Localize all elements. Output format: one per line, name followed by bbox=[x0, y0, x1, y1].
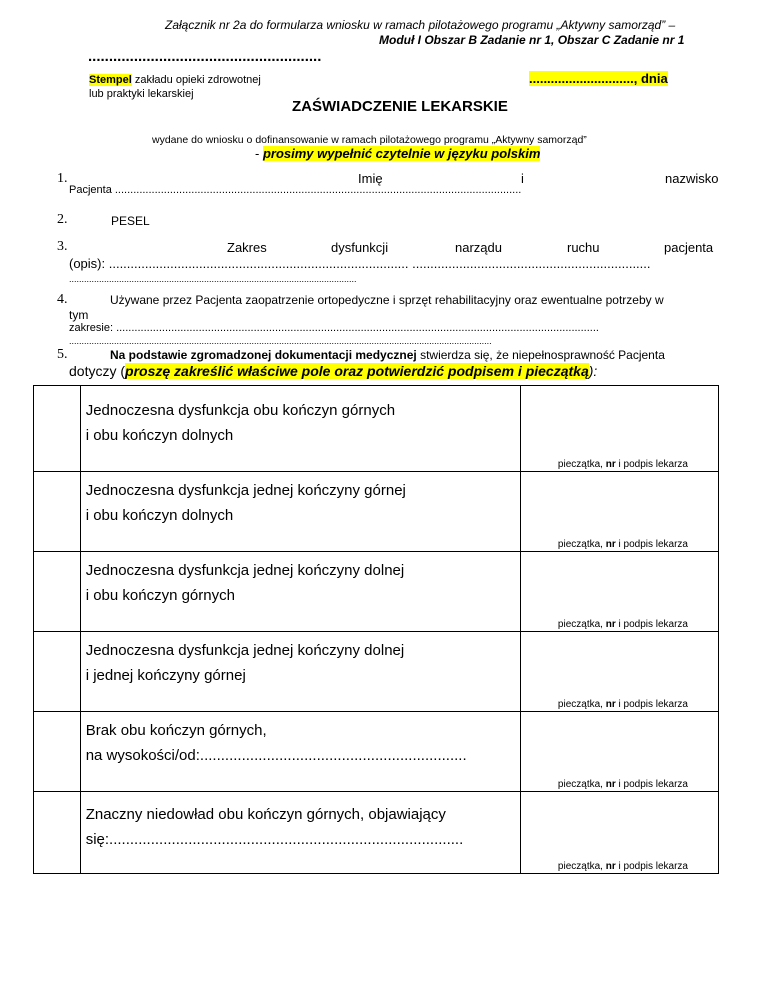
section-3-word-2: dysfunkcji bbox=[331, 240, 389, 255]
option-line-1: Jednoczesna dysfunkcja jednej kończyny dolnej bbox=[85, 562, 405, 579]
option-row bbox=[34, 386, 719, 472]
option-text-cell bbox=[80, 552, 521, 632]
section-3-word-3: narządu bbox=[455, 240, 502, 255]
section-1-word-nazwisko: nazwisko bbox=[665, 171, 719, 186]
stamp-caption: pieczątka, nr i podpis lekarza bbox=[557, 539, 688, 550]
option-signature-cell[interactable] bbox=[521, 552, 719, 632]
section-5-line-1 bbox=[110, 348, 665, 362]
option-checkbox-cell[interactable] bbox=[34, 792, 81, 874]
section-5-line-2 bbox=[69, 363, 597, 379]
option-line-1: Znaczny niedowład obu kończyn górnych, objawiający bbox=[85, 806, 446, 823]
option-checkbox-cell[interactable] bbox=[34, 552, 81, 632]
section-4-line-4: ......................................................................................................................................................................... bbox=[69, 336, 492, 346]
date-field: ............................., dnia bbox=[529, 71, 668, 86]
stamp-caption: pieczątka, nr i podpis lekarza bbox=[557, 619, 688, 630]
option-signature-cell[interactable] bbox=[521, 386, 719, 472]
instruction-prefix: - bbox=[255, 146, 263, 161]
section-5-line2-end: ): bbox=[588, 363, 598, 379]
section-4-line-1: Używane przez Pacjenta zaopatrzenie ortopedyczne i sprzęt rehabilitacyjny oraz ewentualne potrzeby w bbox=[110, 293, 664, 307]
section-3-line-3: ................................................................................................................... bbox=[69, 274, 357, 284]
option-row bbox=[34, 792, 719, 874]
stamp-caption: pieczątka, nr i podpis lekarza bbox=[557, 459, 688, 470]
section-5-number: 5. bbox=[57, 347, 68, 362]
option-row bbox=[34, 632, 719, 712]
section-3-line-2: (opis): ................................................................................... .................................................................. bbox=[69, 256, 651, 271]
option-row bbox=[34, 472, 719, 552]
stamp-caption: pieczątka, nr i podpis lekarza bbox=[557, 699, 688, 710]
section-5-bold: Na podstawie zgromadzonej dokumentacji medycznej bbox=[110, 348, 417, 362]
option-line-1: Brak obu kończyn górnych, bbox=[85, 722, 267, 739]
stamp-caption: pieczątka, nr i podpis lekarza bbox=[557, 779, 688, 790]
section-3-word-5: pacjenta bbox=[664, 240, 714, 255]
option-text-cell bbox=[80, 472, 521, 552]
option-line-2: i jednej kończyny górnej bbox=[85, 667, 246, 684]
instruction-text: prosimy wypełnić czytelnie w języku polskim bbox=[262, 146, 541, 161]
section-3-word-4: ruchu bbox=[567, 240, 600, 255]
option-line-2: i obu kończyn dolnych bbox=[85, 507, 234, 524]
section-3-number: 3. bbox=[57, 239, 68, 254]
section-1-line-2: Pacjenta ..................................................................................................................................... bbox=[69, 184, 522, 196]
option-checkbox-cell[interactable] bbox=[34, 386, 81, 472]
option-line-2: i obu kończyn górnych bbox=[85, 587, 235, 604]
header-line-2: Moduł I Obszar B Zadanie nr 1, Obszar C Zadanie nr 1 bbox=[379, 33, 685, 47]
option-text-cell bbox=[80, 632, 521, 712]
stamp-label bbox=[89, 74, 261, 86]
section-5-line2-highlight: proszę zakreślić właściwe pole oraz potwierdzić podpisem i pieczątką bbox=[125, 363, 589, 379]
section-3-word-1: Zakres bbox=[227, 240, 267, 255]
option-checkbox-cell[interactable] bbox=[34, 712, 81, 792]
option-line-1: Jednoczesna dysfunkcja jednej kończyny dolnej bbox=[85, 642, 405, 659]
option-row bbox=[34, 552, 719, 632]
options-table bbox=[33, 385, 719, 874]
section-1-number: 1. bbox=[57, 171, 68, 186]
document-title: ZAŚWIADCZENIE LEKARSKIE bbox=[292, 98, 508, 115]
option-checkbox-cell[interactable] bbox=[34, 472, 81, 552]
section-1-word-imie: Imię bbox=[358, 171, 383, 186]
option-signature-cell[interactable] bbox=[521, 632, 719, 712]
option-line-2: się:..................................................................................... bbox=[85, 831, 464, 848]
option-text-cell bbox=[80, 386, 521, 472]
section-4-line-3: zakresie: .............................................................................................................................................................. bbox=[69, 322, 599, 334]
section-4-line-2: tym bbox=[69, 308, 89, 322]
section-4-number: 4. bbox=[57, 292, 68, 307]
option-row bbox=[34, 712, 719, 792]
section-5-rest: stwierdza się, że niepełnosprawność Pacjenta bbox=[416, 348, 665, 362]
header-dots: ........................................................ bbox=[88, 48, 322, 65]
option-line-1: Jednoczesna dysfunkcja jednej kończyny górnej bbox=[85, 482, 406, 499]
pesel-label: PESEL bbox=[111, 214, 150, 228]
option-line-2: na wysokości/od:................................................................ bbox=[85, 747, 467, 764]
section-2-number: 2. bbox=[57, 212, 68, 227]
stamp-label-line2: lub praktyki lekarskiej bbox=[89, 88, 194, 100]
option-signature-cell[interactable] bbox=[521, 792, 719, 874]
header-line-1: Załącznik nr 2a do formularza wniosku w ramach pilotażowego programu „Aktywny samorząd” – bbox=[165, 18, 676, 32]
option-text-cell bbox=[80, 792, 521, 874]
section-5-line2-start: dotyczy ( bbox=[69, 363, 126, 379]
option-signature-cell[interactable] bbox=[521, 472, 719, 552]
section-1-word-i: i bbox=[521, 171, 524, 186]
option-line-1: Jednoczesna dysfunkcja obu kończyn górnych bbox=[85, 402, 396, 419]
stamp-rest: zakładu opieki zdrowotnej bbox=[131, 74, 261, 86]
option-checkbox-cell[interactable] bbox=[34, 632, 81, 712]
option-line-2: i obu kończyn dolnych bbox=[85, 427, 234, 444]
stamp-word: Stempel bbox=[89, 74, 132, 86]
document-subtitle: wydane do wniosku o dofinansowanie w ramach pilotażowego programu „Aktywny samorząd” bbox=[152, 134, 587, 146]
option-text-cell bbox=[80, 712, 521, 792]
stamp-caption: pieczątka, nr i podpis lekarza bbox=[557, 861, 688, 872]
instruction bbox=[255, 146, 540, 161]
option-signature-cell[interactable] bbox=[521, 712, 719, 792]
